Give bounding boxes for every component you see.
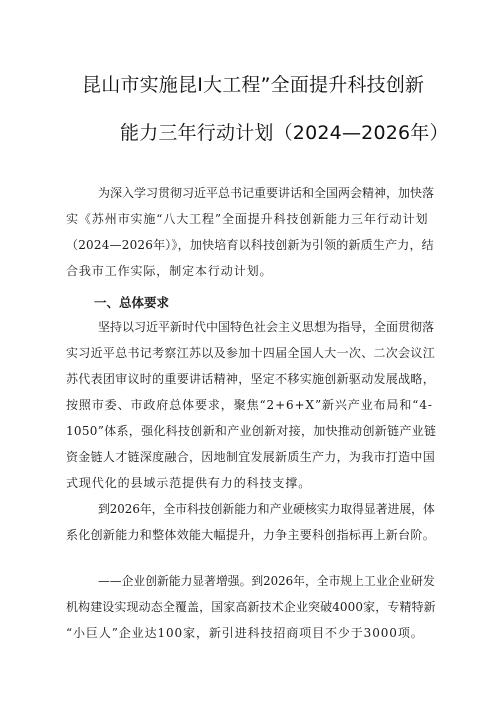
section-heading: 一、总体要求 <box>94 295 170 310</box>
intro-line: （2024—2026年）》，加快培育以科技创新为引领的新质生产力，结 <box>66 238 434 252</box>
intro-line: 合我市工作实际，制定本行动计划。 <box>66 264 273 278</box>
body-line: 坚持以习近平新时代中国特色社会主义思想为指导，全面贯彻落 <box>98 320 435 334</box>
body-line: 苏代表团审议时的重要讲话精神，坚定不移实施创新驱动发展战略， <box>66 372 436 386</box>
body-line: 1050”体系，强化科技创新和产业创新对接，加快推动创新链产业链 <box>66 424 437 438</box>
body-line: 系化创新能力和整体效能大幅提升，力争主要科创指标再上新台阶。 <box>66 528 436 542</box>
intro-line: 为深入学习贯彻习近平总书记重要讲话和全国两会精神，加快落 <box>98 186 435 200</box>
body-line: 式现代化的县域示范提供有力的科技支撑。 <box>66 476 312 490</box>
body-line: “小巨人”企业达100家，新引进科技招商项目不少于3000项。 <box>66 626 424 640</box>
body-line: 按照市委、市政府总体要求，聚焦“2+6+X”新兴产业布局和“4- <box>66 398 433 412</box>
document-title-line-1: 昆山市实施昆I大工程”全面提升科技创新 <box>82 74 425 96</box>
intro-line: 实《苏州市实施“八大工程”全面提升科技创新能力三年行动计划 <box>66 212 429 226</box>
body-line: 资金链人才链深度融合，因地制宜发展新质生产力，为我市打造中国 <box>66 450 436 464</box>
body-line: 实习近平总书记考察江苏以及参加十四届全国人大一次、二次会议江 <box>66 346 436 360</box>
body-line: 机构建设实现动态全覆盖，国家高新技术企业突破4000家，专精特新 <box>66 600 436 614</box>
document-title-line-2: 能力三年行动计划（2024—2026年） <box>120 122 449 144</box>
body-line: 到2026年，全市科技创新能力和产业硬核实力取得显著进展，体 <box>98 502 435 516</box>
body-line: ——企业创新能力显著增强。到2026年，全市规上工业企业研发 <box>98 574 435 588</box>
